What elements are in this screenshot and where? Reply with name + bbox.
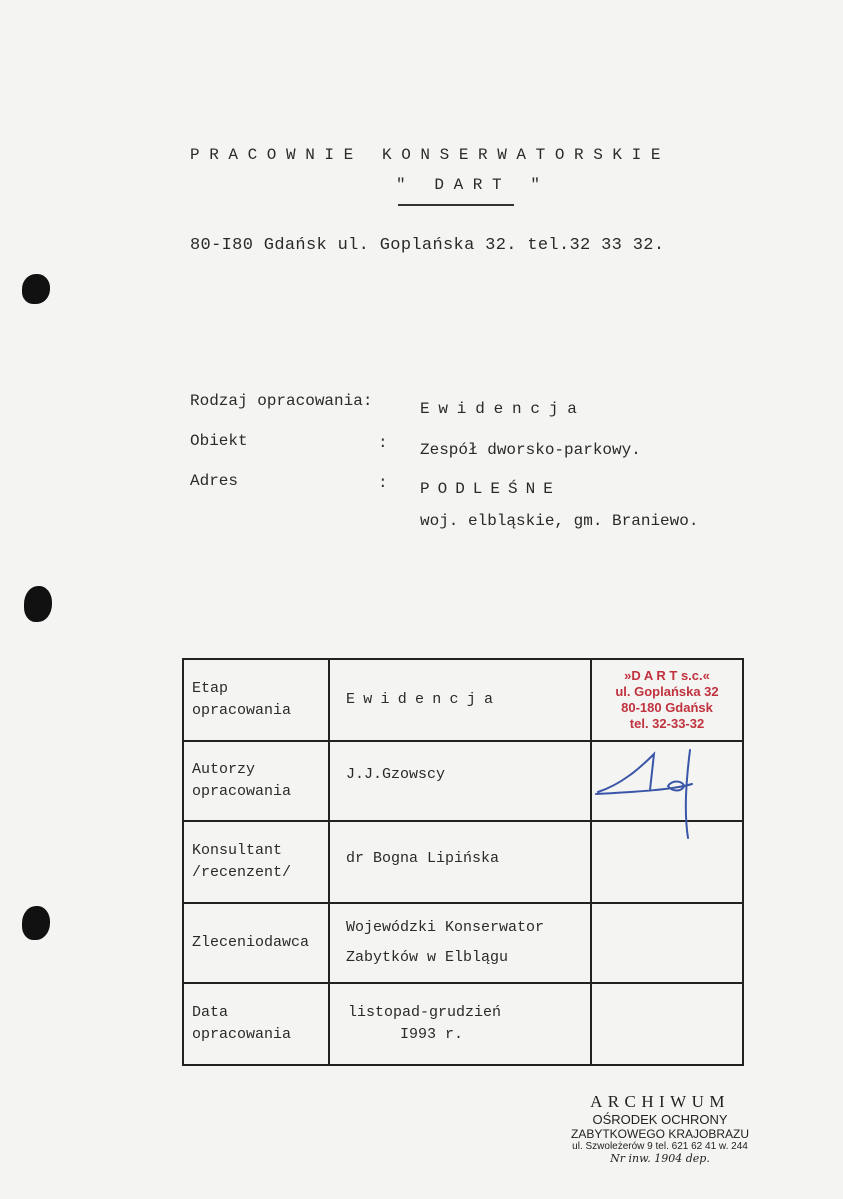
field-colon: : xyxy=(378,434,388,452)
row-label: Etap opracowania xyxy=(183,659,329,741)
project-info-table xyxy=(182,658,744,1066)
field-label: Obiekt xyxy=(190,432,248,450)
title-underline xyxy=(398,204,514,206)
field-value: PODLEŚNE xyxy=(420,480,561,498)
address-region: woj. elbląskie, gm. Braniewo. xyxy=(420,512,699,530)
signature-cell xyxy=(591,741,743,821)
table-row xyxy=(183,903,743,983)
stamp-cell xyxy=(591,659,743,741)
table-row xyxy=(183,659,743,741)
empty-cell xyxy=(591,903,743,983)
punch-hole-middle xyxy=(24,586,52,622)
org-name: PRACOWNIE KONSERWATORSKIE xyxy=(190,146,671,164)
org-address: 80-I80 Gdańsk ul. Goplańska 32. tel.32 33 32. xyxy=(190,236,665,255)
row-label: Zleceniodawca xyxy=(183,903,329,983)
row-value: listopad-grudzień I993 r. xyxy=(329,983,591,1065)
punch-hole-top xyxy=(22,274,50,304)
archive-stamp: ARCHIWUM OŚRODEK OCHRONY ZABYTKOWEGO KRAJOBRAZU ul. Szwoleżerów 9 tel. 621 62 41 w. 244 Nr inw. 1904 dep. xyxy=(570,1092,750,1165)
signature xyxy=(592,742,726,822)
row-value: Ewidencja xyxy=(329,659,591,741)
row-label: Autorzy opracowania xyxy=(183,741,329,821)
row-value: J.J.Gzowscy xyxy=(329,741,591,821)
field-value: Ewidencja xyxy=(420,400,586,418)
row-value: Wojewódzki Konserwator Zabytków w Elblągu xyxy=(329,903,591,983)
table-row xyxy=(183,741,743,821)
punch-hole-bottom xyxy=(22,906,50,940)
table-row xyxy=(183,821,743,903)
company-stamp: »D A R T s.c.« ul. Goplańska 32 80-180 Gdańsk tel. 32-33-32 xyxy=(615,668,719,731)
field-value: Zespół dworsko-parkowy. xyxy=(420,441,641,459)
empty-cell xyxy=(591,821,743,903)
row-value: dr Bogna Lipińska xyxy=(329,821,591,903)
table-row xyxy=(183,983,743,1065)
field-label: Rodzaj opracowania: xyxy=(190,392,373,410)
field-colon: : xyxy=(378,474,388,492)
empty-cell xyxy=(591,983,743,1065)
row-label: Data opracowania xyxy=(183,983,329,1065)
field-label: Adres xyxy=(190,472,239,490)
org-short-name: " DART " xyxy=(396,176,550,194)
row-label: Konsultant /recenzent/ xyxy=(183,821,329,903)
